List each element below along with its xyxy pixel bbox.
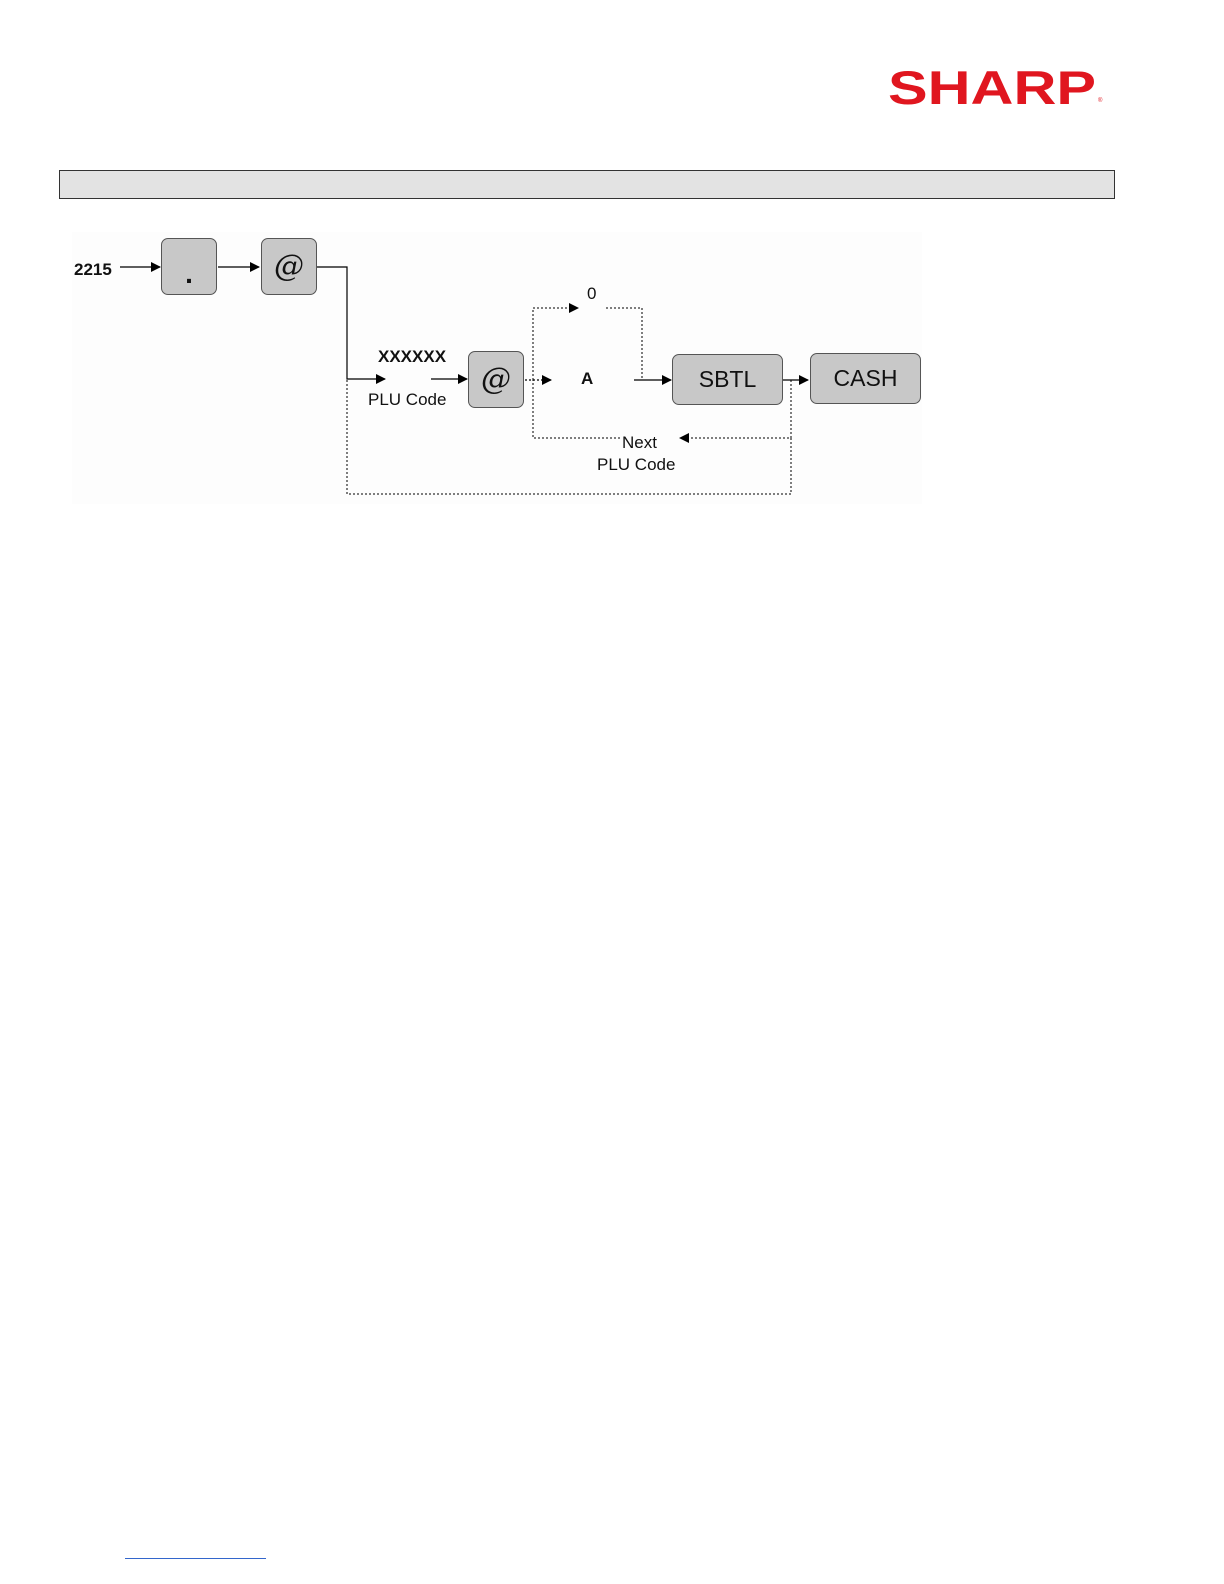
logo-text: SHARP bbox=[888, 64, 1096, 112]
next-plu-label-line2: PLU Code bbox=[597, 455, 676, 474]
at-key[interactable]: @ bbox=[261, 238, 317, 295]
sharp-logo bbox=[888, 64, 1106, 112]
branch-to-option-zero bbox=[533, 308, 578, 380]
start-code-label: 2215 bbox=[74, 260, 112, 279]
section-title-bar bbox=[59, 170, 1115, 199]
footer-link-underline[interactable] bbox=[125, 1558, 266, 1559]
decimal-key[interactable]: . bbox=[161, 238, 217, 295]
svg-text:®: ® bbox=[1098, 98, 1103, 104]
next-plu-label-line1: Next bbox=[622, 433, 657, 452]
cash-key[interactable]: CASH bbox=[810, 353, 921, 404]
next-plu-loop-return bbox=[533, 380, 620, 438]
option-zero-label: 0 bbox=[587, 284, 597, 303]
plu-entry-label: PLU Code bbox=[368, 390, 447, 409]
plu-entry-value: XXXXXX bbox=[378, 347, 447, 366]
branch-from-option-zero bbox=[606, 308, 658, 380]
arrow-to-plu-entry bbox=[317, 267, 385, 379]
sbtl-key[interactable]: SBTL bbox=[672, 354, 783, 405]
option-a-label: A bbox=[581, 369, 594, 388]
at-key-second[interactable]: @ bbox=[468, 351, 524, 408]
programming-flowchart bbox=[72, 232, 922, 504]
